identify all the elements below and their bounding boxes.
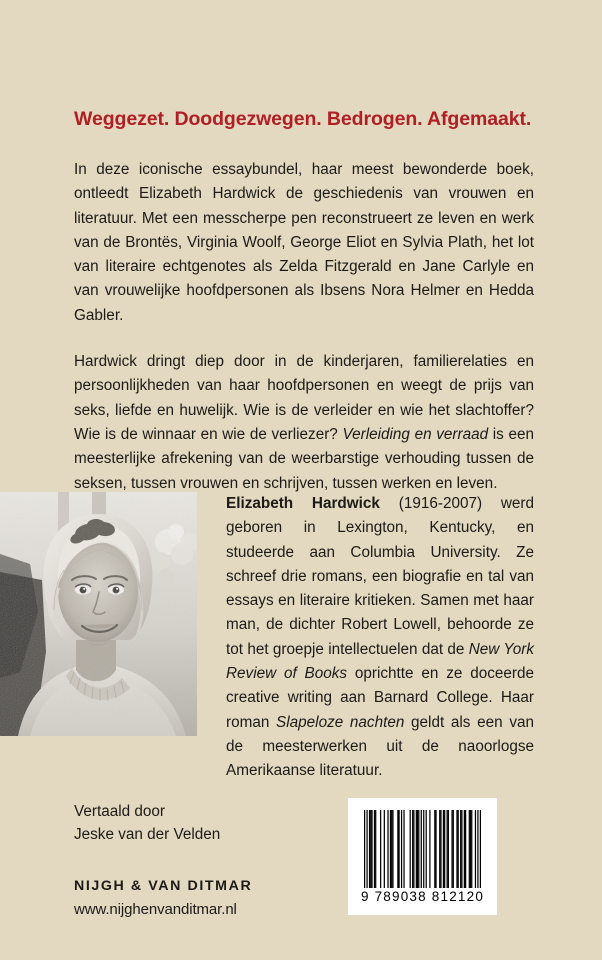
isbn-barcode (348, 798, 497, 915)
blurb-text (74, 158, 534, 496)
barcode-lines-icon (364, 810, 481, 888)
author-bio-text: Elizabeth Hardwick (1916-2007) werd geboren in Lexington, Kentucky, en studeerde aan Columbia University. Ze schreef drie romans, een biografie en tal van essays en literaire kritieken. Samen met haar man, de dichter Robert Lowell, behoorde ze tot het groepje intellectuelen dat de New York Review of Books oprichtte en ze doceerde creative writing aan Barnard College. Haar roman Slapeloze nachten geldt als een van de meesterwerken uit de naoorlogse Amerikaanse literatuur. (226, 495, 535, 780)
translator-name: Jeske van der Velden (74, 826, 221, 843)
translator-label: Vertaald door (74, 803, 165, 820)
publisher-block (74, 878, 252, 918)
translator-credit (74, 800, 220, 846)
publisher-imprint: NIJGH & VAN DITMAR (74, 878, 253, 894)
barcode-digits: 9 789038 812120 (360, 889, 485, 904)
blurb-paragraph-1: In deze iconische essaybundel, haar meest bewonderde boek, ontleedt Elizabeth Hardwick de geschiedenis van vrouwen en literatuur. Met een messcherpe pen reconstrueert ze leven en werk van de Brontës, Virginia Woolf, George Eliot en Sylvia Plath, het lot van literaire echtgenotes als Zelda Fitzgerald en Jane Carlyle en van vrouwelijke hoofdpersonen als Ibsens Nora Helmer en Hedda Gabler. (74, 161, 534, 324)
barcode-bars (364, 810, 481, 888)
author-portrait-illustration (0, 492, 197, 736)
author-portrait-photo (0, 492, 197, 736)
publisher-website-url: www.nijghenvanditmar.nl (74, 901, 237, 918)
blurb-paragraph-2: Hardwick dringt diep door in de kinderjaren, familierelaties en persoonlijkheden van haar hoofdpersonen en weegt de prijs van seks, liefde en huwelijk. Wie is de verleider en wie het slachtoffer? Wie is de winnaar en wie de verliezer? Verleiding en verraad is een meesterlijke afrekening van de weerbarstige verhouding tussen de seksen, tussen vrouwen en schrijven, tussen werken en leven. (74, 353, 534, 492)
headline-tagline: Weggezet. Doodgezwegen. Bedrogen. Afgemaakt. (74, 108, 532, 130)
